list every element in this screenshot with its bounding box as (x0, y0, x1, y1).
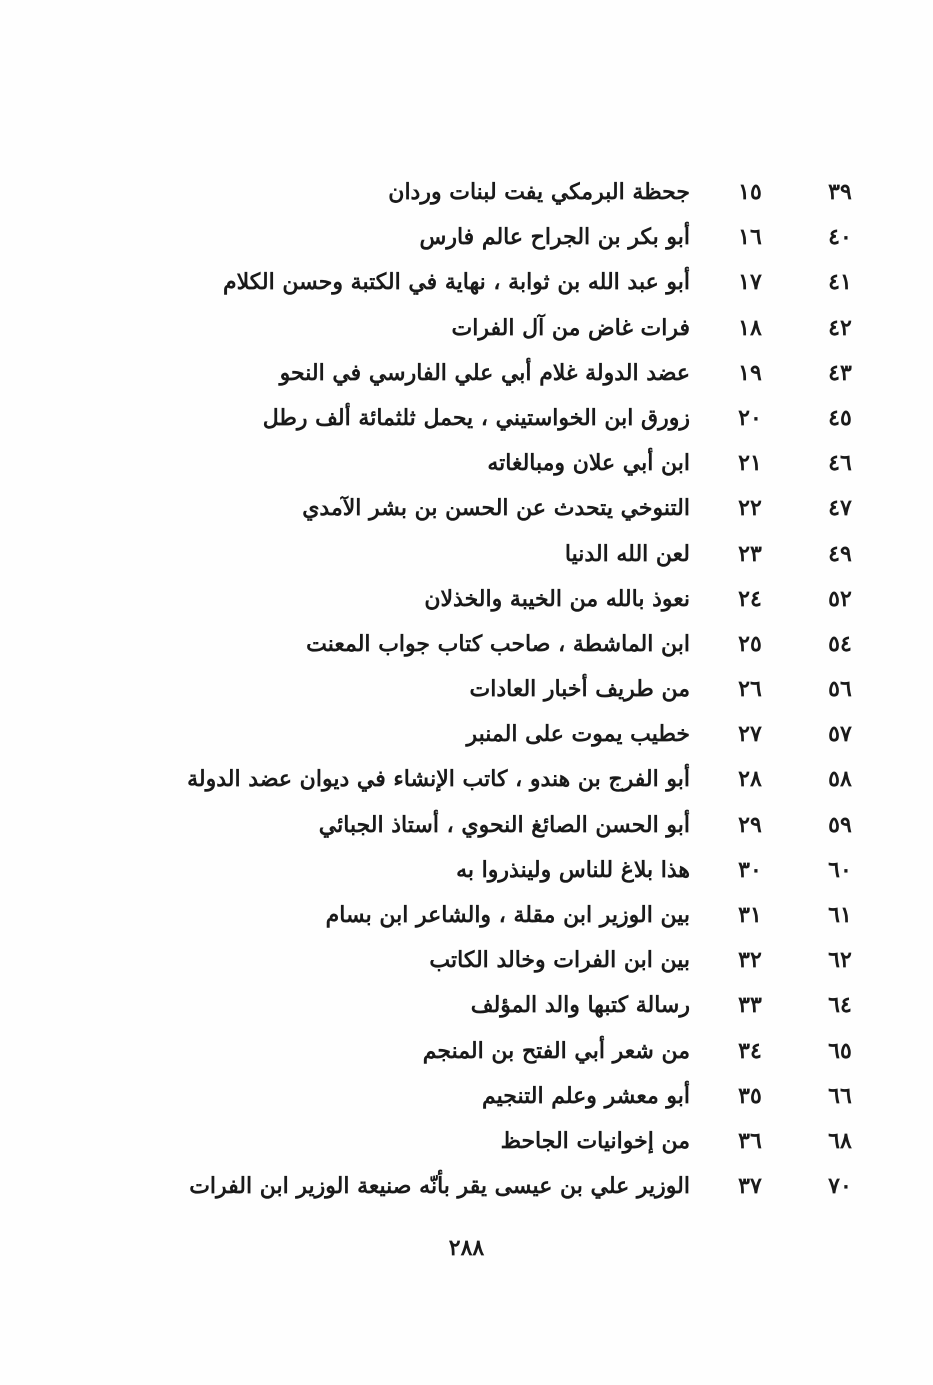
toc-row (60, 306, 860, 351)
toc-page-number: ٣٩ (828, 179, 852, 205)
toc-entry-number: ٢٦ (738, 676, 762, 703)
toc-row (60, 351, 860, 396)
toc-row (60, 1074, 860, 1119)
toc-page-number: ٤٦ (828, 450, 852, 477)
toc-row (60, 803, 860, 848)
toc-page-number: ٥٧ (828, 721, 852, 748)
table-of-contents (60, 170, 860, 1209)
toc-entry-number: ٣٢ (738, 947, 762, 974)
toc-entry-number: ٢١ (738, 450, 762, 477)
toc-entry-number: ٣٥ (738, 1082, 762, 1109)
toc-page-number: ٧٠ (828, 1173, 852, 1200)
toc-page-number: ٦٥ (828, 1037, 852, 1064)
toc-entry-title: رسالة كتبها والد المؤلف (470, 992, 690, 1019)
toc-page-number: ٦٢ (828, 947, 852, 974)
toc-row (60, 893, 860, 938)
toc-entry-title: الوزير علي بن عيسى يقر بأنّه صنيعة الوزير ابن الفرات (189, 1173, 690, 1200)
toc-page-number: ٤٥ (828, 404, 852, 431)
toc-entry-number: ١٥ (738, 179, 762, 205)
toc-entry-title: بين ابن الفرات وخالد الكاتب (429, 947, 690, 974)
toc-row (60, 622, 860, 667)
toc-entry-title: جحظة البرمكي يفت لبنات وردان (388, 179, 690, 205)
toc-row (60, 396, 860, 441)
toc-entry-title: أبو الحسن الصائغ النحوي ، أستاذ الجبائي (318, 811, 690, 838)
toc-entry-number: ٢٢ (738, 495, 762, 522)
toc-row (60, 486, 860, 531)
toc-entry-number: ٣٠ (738, 856, 762, 883)
toc-entry-title: زورق ابن الخواستيني ، يحمل ثلثمائة ألف رطل (262, 404, 690, 431)
toc-entry-title: من إخوانيات الجاحظ (500, 1127, 690, 1154)
toc-row (60, 938, 860, 983)
toc-entry-title: ابن الماشطة ، صاحب كتاب جواب المعنت (306, 630, 690, 657)
toc-entry-title: لعن الله الدنيا (564, 540, 690, 567)
toc-row (60, 1029, 860, 1074)
toc-entry-number: ١٩ (738, 359, 762, 386)
toc-entry-title: أبو الفرج بن هندو ، كاتب الإنشاء في ديوان عضد الدولة (187, 766, 690, 793)
toc-page-number: ٦٦ (828, 1082, 852, 1109)
toc-row (60, 1164, 860, 1209)
toc-entry-title: أبو بكر بن الجراح عالم فارس (419, 224, 690, 251)
toc-entry-number: ٢٤ (738, 585, 762, 612)
toc-entry-number: ٣٤ (738, 1037, 762, 1064)
toc-row (60, 712, 860, 757)
toc-row (60, 577, 860, 622)
toc-row (60, 170, 860, 215)
page-number: ٢٨٨ (448, 1235, 485, 1261)
toc-row (60, 667, 860, 712)
toc-entry-title: عضد الدولة غلام أبي علي الفارسي في النحو (279, 359, 690, 386)
toc-entry-title: خطيب يموت على المنبر (466, 721, 690, 748)
toc-page-number: ٥٢ (828, 585, 852, 612)
toc-row (60, 983, 860, 1028)
toc-row (60, 260, 860, 305)
toc-entry-number: ١٨ (738, 314, 762, 341)
toc-entry-title: أبو معشر وعلم التنجيم (482, 1082, 690, 1109)
toc-row (60, 441, 860, 486)
toc-page-number: ٤٧ (828, 495, 852, 522)
toc-page-number: ٤١ (828, 269, 852, 296)
toc-entry-number: ١٧ (738, 269, 762, 296)
toc-entry-number: ٣١ (738, 902, 762, 928)
toc-entry-title: هذا بلاغ للناس ولينذروا به (456, 856, 690, 883)
toc-entry-number: ٢٠ (738, 404, 762, 431)
toc-entry-title: نعوذ بالله من الخيبة والخذلان (424, 585, 690, 612)
toc-page-number: ٥٤ (828, 630, 852, 657)
toc-entry-number: ٢٣ (738, 540, 762, 567)
toc-entry-number: ٣٦ (738, 1127, 762, 1154)
toc-entry-number: ٢٨ (738, 766, 762, 793)
toc-page-number: ٥٨ (828, 766, 852, 793)
toc-row (60, 532, 860, 577)
toc-entry-number: ١٦ (738, 224, 762, 251)
toc-row (60, 1119, 860, 1164)
toc-entry-title: أبو عبد الله بن ثوابة ، نهاية في الكتبة وحسن الكلام (223, 269, 690, 296)
toc-row (60, 757, 860, 802)
toc-row (60, 848, 860, 893)
toc-page-number: ٤٢ (828, 314, 852, 341)
toc-page-number: ٥٦ (828, 676, 852, 703)
toc-entry-number: ٣٧ (738, 1173, 762, 1200)
toc-page-number: ٤٠ (828, 224, 852, 251)
toc-entry-number: ٢٧ (738, 721, 762, 748)
toc-page-number: ٦٨ (828, 1127, 852, 1154)
toc-page-number: ٤٣ (828, 359, 852, 386)
toc-entry-title: من شعر أبي الفتح بن المنجم (422, 1037, 690, 1064)
toc-entry-title: ابن أبي علان ومبالغاته (487, 450, 690, 477)
toc-entry-number: ٢٥ (738, 630, 762, 657)
toc-row (60, 215, 860, 260)
toc-entry-title: التنوخي يتحدث عن الحسن بن بشر الآمدي (302, 495, 690, 522)
toc-page-number: ٦١ (828, 902, 852, 928)
toc-entry-title: بين الوزير ابن مقلة ، والشاعر ابن بسام (325, 902, 690, 928)
toc-entry-number: ٢٩ (738, 811, 762, 838)
toc-page-number: ٥٩ (828, 811, 852, 838)
toc-entry-title: من طريف أخبار العادات (469, 676, 690, 703)
toc-page-number: ٤٩ (828, 540, 852, 567)
toc-entry-number: ٣٣ (738, 992, 762, 1019)
toc-entry-title: فرات غاض من آل الفرات (451, 314, 690, 341)
toc-page-number: ٦٠ (828, 856, 852, 883)
toc-page-number: ٦٤ (828, 992, 852, 1019)
